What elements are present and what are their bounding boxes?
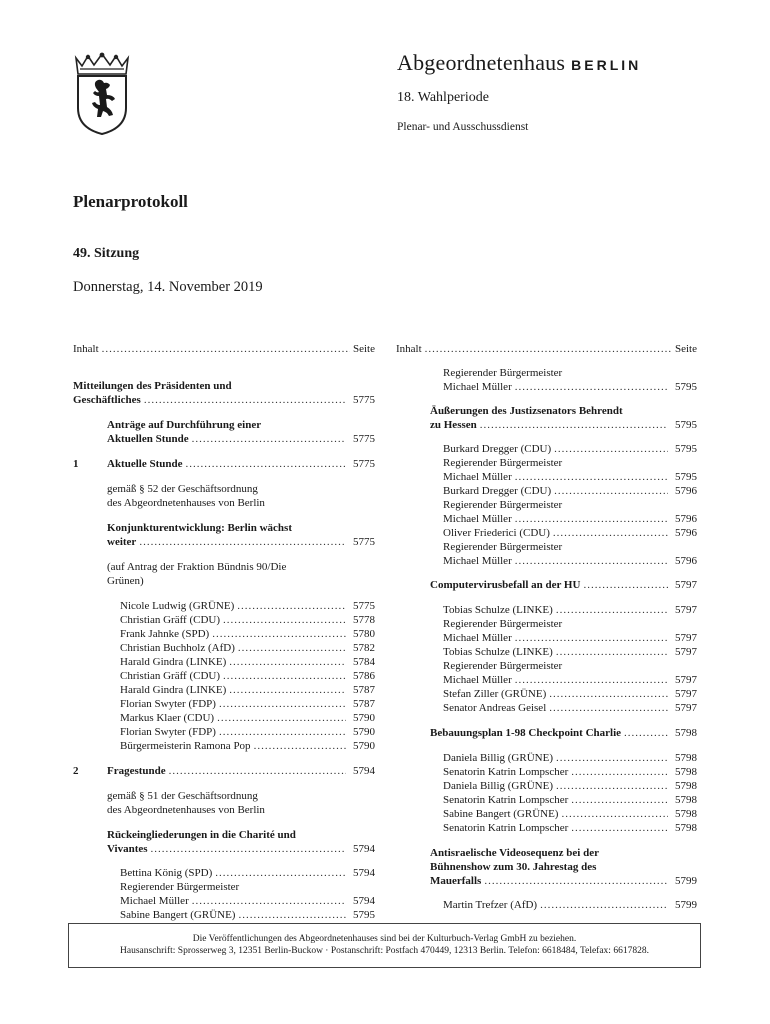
toc-page-number: 5795 <box>675 419 697 431</box>
dot-leader <box>192 432 346 446</box>
dot-leader <box>217 711 346 725</box>
toc-entry <box>73 894 375 908</box>
toc-entry-text: Computervirusbefall an der HU <box>430 579 581 591</box>
dot-leader <box>556 645 668 659</box>
toc-entry <box>73 613 375 627</box>
toc-entry-text: Christian Gräff (CDU) <box>120 614 220 626</box>
toc-header-label: Inhalt <box>396 343 422 355</box>
dot-leader <box>192 894 346 908</box>
dot-leader <box>515 512 668 526</box>
toc-spacer <box>396 740 697 751</box>
toc-page-number: 5775 <box>353 394 375 406</box>
toc-entry <box>396 404 697 418</box>
toc-entry <box>396 807 697 821</box>
toc-entry-text: Vivantes <box>107 843 148 855</box>
toc-page-number: 5798 <box>675 794 697 806</box>
toc-page-number: 5796 <box>675 485 697 497</box>
toc-page-number: 5798 <box>675 822 697 834</box>
toc-entry-text: Martin Trefzer (AfD) <box>443 899 538 911</box>
dot-leader <box>237 599 346 613</box>
dot-leader <box>229 655 346 669</box>
dot-leader <box>561 807 668 821</box>
dot-leader <box>254 739 346 753</box>
dot-leader <box>215 866 346 880</box>
toc-page-number: 5780 <box>353 628 375 640</box>
toc-entry <box>396 540 697 554</box>
toc-page-number: 5775 <box>353 458 375 470</box>
dot-leader <box>515 673 668 687</box>
toc-page-number: 5798 <box>675 752 697 764</box>
toc-spacer <box>396 568 697 578</box>
toc-entry-text: Harald Gindra (LINKE) <box>120 656 227 668</box>
toc-page-number: 5798 <box>675 808 697 820</box>
toc-entry-text: Bettina König (SPD) <box>120 867 213 879</box>
toc-entry <box>396 442 697 456</box>
toc-page-number: 5798 <box>675 766 697 778</box>
toc-spacer <box>396 592 697 603</box>
toc-entry <box>396 617 697 631</box>
toc-entry-text: Senatorin Katrin Lompscher <box>443 766 569 778</box>
berlin-coat-of-arms-icon <box>72 52 132 136</box>
toc-spacer <box>396 394 697 404</box>
toc-entry-text: Tobias Schulze (LINKE) <box>443 646 553 658</box>
dot-leader <box>139 535 346 549</box>
toc-entry <box>396 512 697 526</box>
toc-spacer <box>396 835 697 846</box>
toc-entry <box>73 880 375 894</box>
dot-leader <box>484 874 668 888</box>
toc-entry-text: Senator Andreas Geisel <box>443 702 547 714</box>
toc-entry-text: zu Hessen <box>430 419 477 431</box>
dot-leader <box>571 793 668 807</box>
toc-entry <box>396 456 697 470</box>
toc-entry <box>73 789 375 803</box>
toc-entry-text: Burkard Dregger (CDU) <box>443 485 552 497</box>
toc-entry-text: Michael Müller <box>443 471 512 483</box>
toc-page-number: 5775 <box>353 433 375 445</box>
toc-entry <box>73 627 375 641</box>
service-unit: Plenar- und Ausschussdienst <box>397 121 529 133</box>
toc-page-number: 5796 <box>675 555 697 567</box>
toc-entry-text: Burkard Dregger (CDU) <box>443 443 552 455</box>
toc-page-number: 5775 <box>353 536 375 548</box>
toc-entry <box>73 697 375 711</box>
toc-spacer <box>73 856 375 866</box>
toc-entry <box>73 764 375 778</box>
dot-leader <box>229 683 346 697</box>
toc-entry-text: Michael Müller <box>443 674 512 686</box>
toc-entry-text: Regierender Bürgermeister <box>443 660 563 672</box>
toc-entry <box>396 631 697 645</box>
dot-leader <box>151 842 346 856</box>
toc-entry-text: Antisraelische Videosequenz bei der <box>430 847 599 859</box>
toc-entry <box>396 821 697 835</box>
toc-entry-text: Mauerfalls <box>430 875 482 887</box>
toc-entry-text: Florian Swyter (FDP) <box>120 726 216 738</box>
toc-entry <box>73 803 375 817</box>
toc-page-number: 5794 <box>353 843 375 855</box>
toc-page-number: 5794 <box>353 867 375 879</box>
toc-entry-text: Aktuellen Stunde <box>107 433 189 445</box>
toc-entry <box>396 751 697 765</box>
dot-leader <box>223 669 346 683</box>
toc-page-number: 5799 <box>675 899 697 911</box>
toc-page-number: 5795 <box>675 443 697 455</box>
toc-entry <box>73 725 375 739</box>
toc-entry <box>396 874 697 888</box>
toc-entry <box>73 574 375 588</box>
toc-page-number: 5796 <box>675 527 697 539</box>
toc-entry <box>396 673 697 687</box>
toc-entry <box>73 457 375 471</box>
toc-entry-text: Bürgermeisterin Ramona Pop <box>120 740 251 752</box>
toc-header <box>396 342 697 356</box>
toc-entry <box>73 521 375 535</box>
toc-entry-text: des Abgeordnetenhauses von Berlin <box>107 804 265 816</box>
dot-leader <box>556 779 668 793</box>
toc-page-number: 5790 <box>353 726 375 738</box>
toc-header-label: Inhalt <box>73 343 99 355</box>
toc-entry <box>73 599 375 613</box>
toc-page-number: 5790 <box>353 740 375 752</box>
toc-spacer <box>73 471 375 482</box>
dot-leader <box>212 627 346 641</box>
toc-page-number: 5778 <box>353 614 375 626</box>
toc-entry <box>396 380 697 394</box>
toc-entry <box>396 366 697 380</box>
toc-header-page-label: Seite <box>675 343 697 355</box>
toc-spacer <box>73 588 375 599</box>
footer-publisher-note: Die Veröffentlichungen des Abgeordnetenhauses sind bei der Kulturbuch-Verlag GmbH zu beziehen. <box>192 934 577 944</box>
document-title: Plenarprotokoll <box>73 192 188 211</box>
toc-entry <box>73 535 375 549</box>
agenda-item-number: 2 <box>73 765 79 777</box>
toc-entry <box>73 739 375 753</box>
toc-entry <box>73 379 375 393</box>
toc-spacer <box>73 407 375 418</box>
toc-page-number: 5798 <box>675 727 697 739</box>
toc-page-number: 5787 <box>353 698 375 710</box>
dot-leader <box>624 726 668 740</box>
toc-entry-text: Bühnenshow zum 30. Jahrestag des <box>430 861 597 873</box>
toc-spacer <box>396 356 697 366</box>
toc-page-number: 5797 <box>675 604 697 616</box>
toc-entry <box>396 498 697 512</box>
toc-entry <box>73 641 375 655</box>
toc-header <box>73 342 375 356</box>
toc-page-number: 5797 <box>675 579 697 591</box>
toc-page-number: 5790 <box>353 712 375 724</box>
toc-entry-text: Konjunkturentwicklung: Berlin wächst <box>107 522 292 534</box>
dot-leader <box>219 697 346 711</box>
toc-entry <box>73 496 375 510</box>
toc-entry-text: Michael Müller <box>120 895 189 907</box>
dot-leader <box>515 554 668 568</box>
toc-entry-text: Senatorin Katrin Lompscher <box>443 794 569 806</box>
toc-entry <box>73 828 375 842</box>
toc-entry <box>396 578 697 592</box>
session-date: Donnerstag, 14. November 2019 <box>73 279 263 295</box>
toc-spacer <box>396 432 697 442</box>
toc-entry-text: Fragestunde <box>107 765 166 777</box>
toc-entry <box>396 418 697 432</box>
dot-leader <box>480 418 668 432</box>
toc-entry-text: Regierender Bürgermeister <box>120 881 240 893</box>
toc-entry-text: Bebauungsplan 1-98 Checkpoint Charlie <box>430 727 622 739</box>
dot-leader <box>549 701 668 715</box>
toc-entry-text: Regierender Bürgermeister <box>443 618 563 630</box>
toc-entry <box>73 655 375 669</box>
legislative-period: 18. Wahlperiode <box>397 90 489 105</box>
toc-entry-text: Regierender Bürgermeister <box>443 499 563 511</box>
toc-page-number: 5799 <box>675 875 697 887</box>
toc-entry <box>73 560 375 574</box>
agenda-item-number: 1 <box>73 458 79 470</box>
toc-entry-text: Stefan Ziller (GRÜNE) <box>443 688 547 700</box>
dot-leader <box>556 603 668 617</box>
toc-entry-text: Mitteilungen des Präsidenten und <box>73 380 232 392</box>
toc-entry-text: gemäß § 51 der Geschäftsordnung <box>107 790 258 802</box>
toc-entry-text: Regierender Bürgermeister <box>443 457 563 469</box>
toc-page-number: 5797 <box>675 688 697 700</box>
toc-entry <box>396 779 697 793</box>
toc-entry-text: Michael Müller <box>443 381 512 393</box>
toc-entry <box>396 860 697 874</box>
dot-leader <box>238 641 346 655</box>
toc-entry <box>396 526 697 540</box>
toc-entry-text: Harald Gindra (LINKE) <box>120 684 227 696</box>
toc-spacer <box>73 356 375 379</box>
toc-page-number: 5775 <box>353 600 375 612</box>
toc-page-number: 5796 <box>675 513 697 525</box>
dot-leader <box>144 393 346 407</box>
toc-right-entries <box>396 356 697 912</box>
toc-entry-text: Grünen) <box>107 575 144 587</box>
toc-entry-text: Daniela Billig (GRÜNE) <box>443 780 553 792</box>
toc-page-number: 5797 <box>675 646 697 658</box>
toc-entry-text: des Abgeordnetenhauses von Berlin <box>107 497 265 509</box>
dot-leader <box>540 898 668 912</box>
toc-entry-text: Michael Müller <box>443 555 512 567</box>
toc-entry-text: Nicole Ludwig (GRÜNE) <box>120 600 235 612</box>
session-number: 49. Sitzung <box>73 246 140 261</box>
toc-entry-text: Frank Jahnke (SPD) <box>120 628 210 640</box>
toc-page-number: 5797 <box>675 632 697 644</box>
toc-entry <box>73 482 375 496</box>
toc-page-number: 5797 <box>675 702 697 714</box>
toc-entry <box>396 603 697 617</box>
dot-leader <box>223 613 346 627</box>
dot-leader <box>554 442 668 456</box>
toc-entry-text: Tobias Schulze (LINKE) <box>443 604 553 616</box>
dot-leader <box>515 380 668 394</box>
toc-entry <box>396 687 697 701</box>
dot-leader <box>554 484 668 498</box>
toc-entry <box>396 659 697 673</box>
toc-page-number: 5795 <box>675 381 697 393</box>
dot-leader <box>583 578 668 592</box>
toc-entry <box>396 470 697 484</box>
toc-page-number: 5794 <box>353 895 375 907</box>
toc-header-page-label: Seite <box>353 343 375 355</box>
toc-entry <box>396 701 697 715</box>
toc-spacer <box>396 888 697 898</box>
toc-entry-text: Regierender Bürgermeister <box>443 541 563 553</box>
toc-page-number: 5795 <box>675 471 697 483</box>
toc-entry-text: Christian Gräff (CDU) <box>120 670 220 682</box>
dot-leader <box>102 342 350 356</box>
toc-page-number: 5795 <box>353 909 375 921</box>
dot-leader <box>169 764 346 778</box>
dot-leader <box>219 725 346 739</box>
toc-entry-text: Florian Swyter (FDP) <box>120 698 216 710</box>
toc-entry <box>73 418 375 432</box>
toc-entry-text: Markus Klaer (CDU) <box>120 712 215 724</box>
dot-leader <box>515 470 668 484</box>
toc-entry-text: Sabine Bangert (GRÜNE) <box>443 808 559 820</box>
toc-entry <box>396 726 697 740</box>
toc-entry-text: Michael Müller <box>443 513 512 525</box>
toc-entry <box>396 554 697 568</box>
dot-leader <box>186 457 347 471</box>
toc-entry <box>396 793 697 807</box>
toc-entry-text: Senatorin Katrin Lompscher <box>443 822 569 834</box>
toc-entry <box>396 846 697 860</box>
organization-city: BERLIN <box>571 57 642 73</box>
toc-entry <box>73 908 375 922</box>
toc-entry-text: Christian Buchholz (AfD) <box>120 642 235 654</box>
toc-page-number: 5797 <box>675 674 697 686</box>
toc-entry <box>73 669 375 683</box>
toc-entry-text: Aktuelle Stunde <box>107 458 183 470</box>
organization-name: Abgeordnetenhaus <box>397 50 566 75</box>
toc-entry-text: Anträge auf Durchführung einer <box>107 419 262 431</box>
toc-entry <box>73 711 375 725</box>
toc-entry <box>396 484 697 498</box>
toc-left-column <box>73 342 375 922</box>
toc-entry-text: (auf Antrag der Fraktion Bündnis 90/Die <box>107 561 287 573</box>
footer-address: Hausanschrift: Sprosserweg 3, 12351 Berlin-Buckow · Postanschrift: Postfach 470449, 12313 Berlin. Telefon: 6618484, Telefax: 6617828. <box>120 946 649 956</box>
toc-spacer <box>73 778 375 789</box>
toc-spacer <box>73 446 375 457</box>
toc-entry <box>73 842 375 856</box>
toc-page-number: 5786 <box>353 670 375 682</box>
toc-entry <box>396 898 697 912</box>
toc-page-number: 5784 <box>353 656 375 668</box>
toc-entry-text: Daniela Billig (GRÜNE) <box>443 752 553 764</box>
dot-leader <box>571 765 668 779</box>
toc-entry-text: Sabine Bangert (GRÜNE) <box>120 909 236 921</box>
toc-entry-text: Äußerungen des Justizsenators Behrendt <box>430 405 623 417</box>
toc-entry <box>73 866 375 880</box>
toc-entry-text: weiter <box>107 536 137 548</box>
toc-right-column <box>396 342 697 912</box>
dot-leader <box>556 751 668 765</box>
dot-leader <box>549 687 668 701</box>
toc-entry-text: Michael Müller <box>443 632 512 644</box>
dot-leader <box>553 526 668 540</box>
toc-entry-text: Rückeingliederungen in die Charité und <box>107 829 296 841</box>
dot-leader <box>238 908 346 922</box>
footer-box <box>68 923 701 968</box>
toc-left-entries <box>73 356 375 922</box>
toc-entry <box>396 765 697 779</box>
organization-title <box>397 50 641 76</box>
toc-spacer <box>73 753 375 764</box>
toc-spacer <box>73 510 375 521</box>
toc-entry <box>73 432 375 446</box>
toc-entry-text: gemäß § 52 der Geschäftsordnung <box>107 483 258 495</box>
toc-spacer <box>73 549 375 560</box>
toc-page-number: 5782 <box>353 642 375 654</box>
toc-entry-text: Oliver Friederici (CDU) <box>443 527 550 539</box>
toc-spacer <box>396 715 697 726</box>
toc-page-number: 5787 <box>353 684 375 696</box>
toc-spacer <box>73 817 375 828</box>
toc-entry-text: Geschäftliches <box>73 394 141 406</box>
toc-entry <box>396 645 697 659</box>
toc-page-number: 5794 <box>353 765 375 777</box>
toc-entry-text: Regierender Bürgermeister <box>443 367 563 379</box>
toc-entry <box>73 393 375 407</box>
dot-leader <box>425 342 672 356</box>
toc-page-number: 5798 <box>675 780 697 792</box>
toc-entry <box>73 683 375 697</box>
dot-leader <box>571 821 668 835</box>
dot-leader <box>515 631 668 645</box>
